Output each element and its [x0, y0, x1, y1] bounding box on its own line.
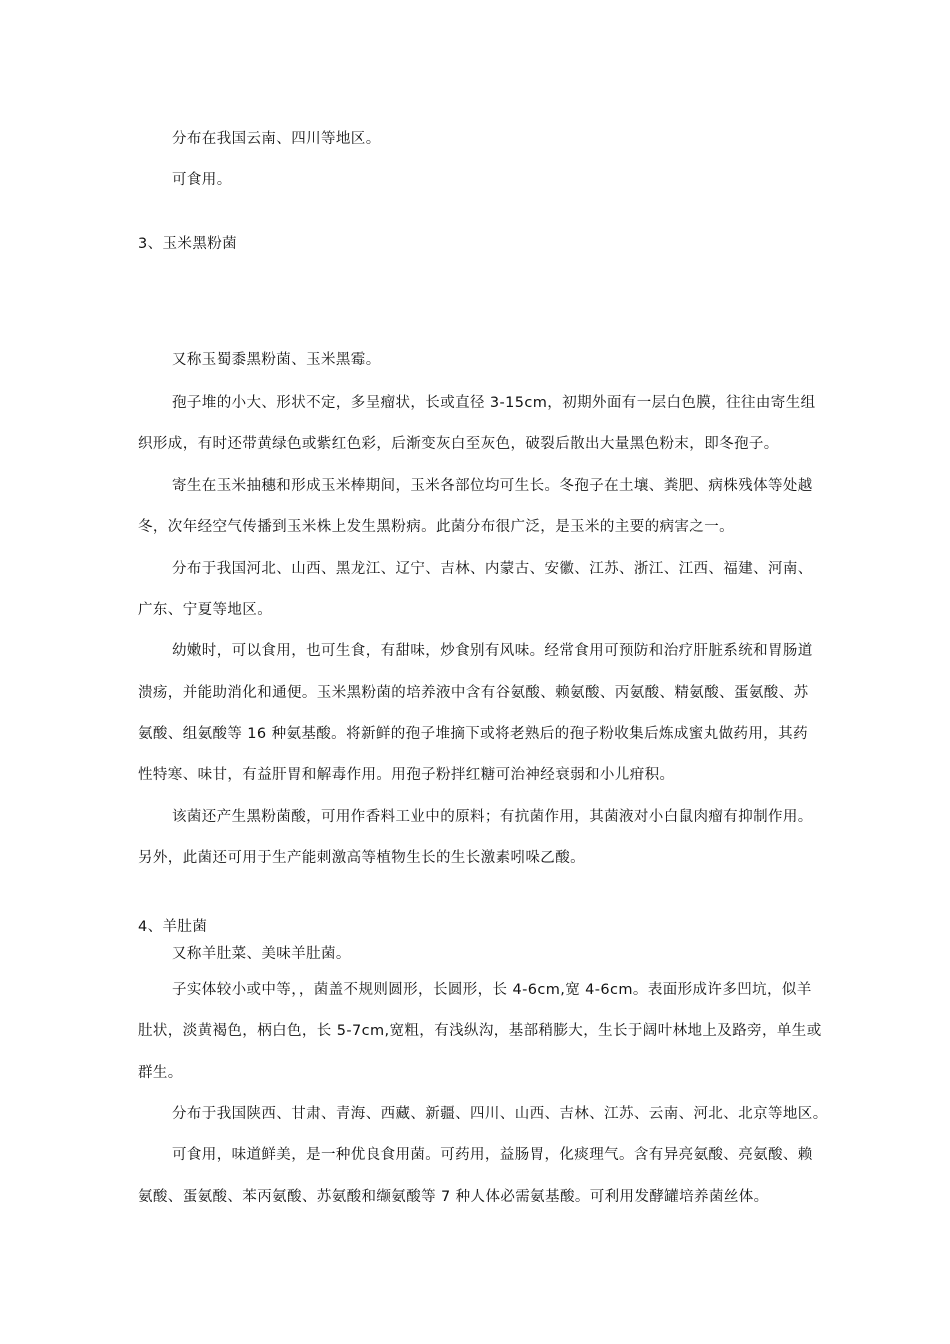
paragraph-line: 肚状，淡黄褐色，柄白色，长 5-7cm,宽粗，有浅纵沟，基部稍膨大，生长于阔叶林地上及路旁，单生或 — [138, 1023, 822, 1039]
section-heading: 4、羊肚菌 — [138, 919, 208, 935]
paragraph-line: 广东、宁夏等地区。 — [138, 602, 273, 618]
paragraph-line: 子实体较小或中等，，菌盖不规则圆形，长圆形，长 4-6cm,宽 4-6cm。表面形成许多凹坑，似羊 — [172, 982, 812, 998]
paragraph-line: 冬，次年经空气传播到玉米株上发生黑粉病。此菌分布很广泛，是玉米的主要的病害之一。 — [138, 519, 734, 535]
paragraph-line: 该菌还产生黑粉菌酸，可用作香料工业中的原料；有抗菌作用，其菌液对小白鼠肉瘤有抑制作用。 — [172, 809, 813, 825]
paragraph-line: 另外，此菌还可用于生产能刺激高等植物生长的生长激素吲哚乙酸。 — [138, 850, 585, 866]
paragraph-line: 群生。 — [138, 1065, 183, 1081]
paragraph-line: 又称玉蜀黍黑粉菌、玉米黑霉。 — [172, 352, 381, 368]
paragraph-line: 又称羊肚菜、美味羊肚菌。 — [172, 946, 351, 962]
paragraph-line: 性特寒、味甘，有益肝胃和解毒作用。用孢子粉拌红糖可治神经衰弱和小儿疳积。 — [138, 767, 675, 783]
paragraph-line: 可食用，味道鲜美，是一种优良食用菌。可药用，益肠胃，化痰理气。含有异亮氨酸、亮氨酸、赖 — [172, 1147, 813, 1163]
paragraph-line: 织形成，有时还带黄绿色或紫红色彩，后渐变灰白至灰色，破裂后散出大量黑色粉末，即冬孢子。 — [138, 436, 779, 452]
paragraph-line: 可食用。 — [172, 172, 232, 188]
paragraph-line: 幼嫩时，可以食用，也可生食，有甜味，炒食别有风味。经常食用可预防和治疗肝脏系统和胃肠道 — [172, 643, 813, 659]
paragraph-line: 分布于我国河北、山西、黑龙江、辽宁、吉林、内蒙古、安徽、江苏、浙江、江西、福建、河南、 — [172, 561, 813, 577]
paragraph-line: 孢子堆的小大、形状不定，多呈瘤状，长或直径 3-15cm，初期外面有一层白色膜，往往由寄生组 — [172, 395, 816, 411]
paragraph-line: 溃疡，并能助消化和通便。玉米黑粉菌的培养液中含有谷氨酸、赖氨酸、丙氨酸、精氨酸、蛋氨酸、苏 — [138, 685, 809, 701]
paragraph-line: 分布于我国陕西、甘肃、青海、西藏、新疆、四川、山西、吉林、江苏、云南、河北、北京等地区。 — [172, 1106, 828, 1122]
paragraph-line: 寄生在玉米抽穗和形成玉米棒期间，玉米各部位均可生长。冬孢子在土壤、粪肥、病株残体等处越 — [172, 478, 813, 494]
section-heading: 3、玉米黑粉菌 — [138, 236, 238, 252]
paragraph-line: 分布在我国云南、四川等地区。 — [172, 131, 381, 147]
paragraph-line: 氨酸、蛋氨酸、苯丙氨酸、苏氨酸和缬氨酸等 7 种人体必需氨基酸。可利用发酵罐培养菌丝体。 — [138, 1189, 769, 1205]
paragraph-line: 氨酸、组氨酸等 16 种氨基酸。将新鲜的孢子堆摘下或将老熟后的孢子粉收集后炼成蜜丸做药用，其药 — [138, 726, 808, 742]
